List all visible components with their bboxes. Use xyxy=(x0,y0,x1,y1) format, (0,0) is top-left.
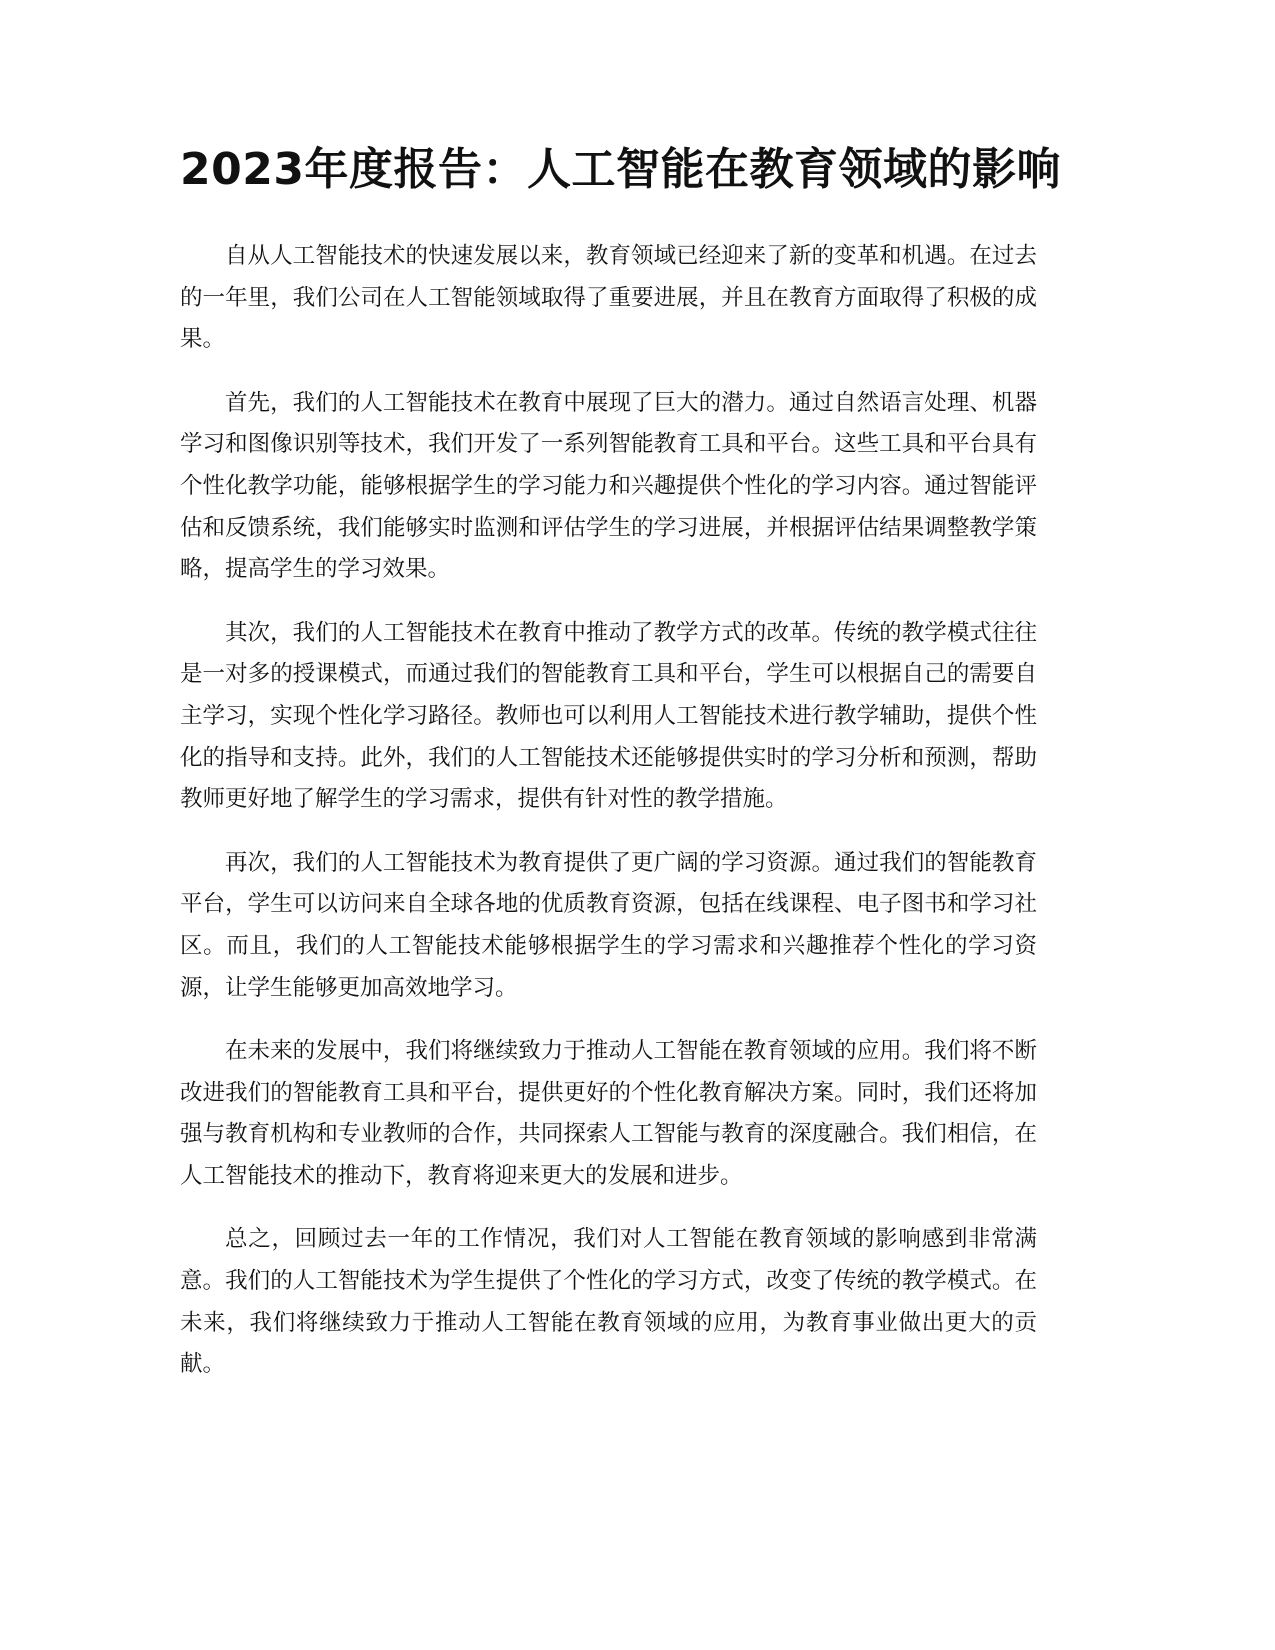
paragraph-future: 在未来的发展中，我们将继续致力于推动人工智能在教育领域的应用。我们将不断改进我们的智能教育工具和平台，提供更好的个性化教育解决方案。同时，我们还将加强与教育机构和专业教师的合作，共同探索人工智能与教育的深度融合。我们相信，在人工智能技术的推动下，教育将迎来更大的发展和进步。 xyxy=(180,1038,1037,1189)
document-page xyxy=(180,138,1061,1408)
paragraph-conclusion: 总之，回顾过去一年的工作情况，我们对人工智能在教育领域的影响感到非常满意。我们的人工智能技术为学生提供了个性化的学习方式，改变了传统的教学模式。在未来，我们将继续致力于推动人工智能在教育领域的应用，为教育事业做出更大的贡献。 xyxy=(180,1226,1037,1378)
document-title: 2023年度报告：人工智能在教育领域的影响 xyxy=(180,144,1061,195)
paragraph-intro: 自从人工智能技术的快速发展以来，教育领域已经迎来了新的变革和机遇。在过去的一年里，我们公司在人工智能领域取得了重要进展，并且在教育方面取得了积极的成果。 xyxy=(180,243,1037,353)
paragraph-first: 首先，我们的人工智能技术在教育中展现了巨大的潜力。通过自然语言处理、机器学习和图像识别等技术，我们开发了一系列智能教育工具和平台。这些工具和平台具有个性化教学功能，能够根据学生的学习能力和兴趣提供个性化的学习内容。通过智能评估和反馈系统，我们能够实时监测和评估学生的学习进展，并根据评估结果调整教学策略，提高学生的学习效果。 xyxy=(180,389,1037,583)
paragraph-second: 其次，我们的人工智能技术在教育中推动了教学方式的改革。传统的教学模式往往是一对多的授课模式，而通过我们的智能教育工具和平台，学生可以根据自己的需要自主学习，实现个性化学习路径。教师也可以利用人工智能技术进行教学辅助，提供个性化的指导和支持。此外，我们的人工智能技术还能够提供实时的学习分析和预测，帮助教师更好地了解学生的学习需求，提供有针对性的教学措施。 xyxy=(180,619,1037,813)
paragraph-third: 再次，我们的人工智能技术为教育提供了更广阔的学习资源。通过我们的智能教育平台，学生可以访问来自全球各地的优质教育资源，包括在线课程、电子图书和学习社区。而且，我们的人工智能技术能够根据学生的学习需求和兴趣推荐个性化的学习资源，让学生能够更加高效地学习。 xyxy=(180,849,1037,1001)
